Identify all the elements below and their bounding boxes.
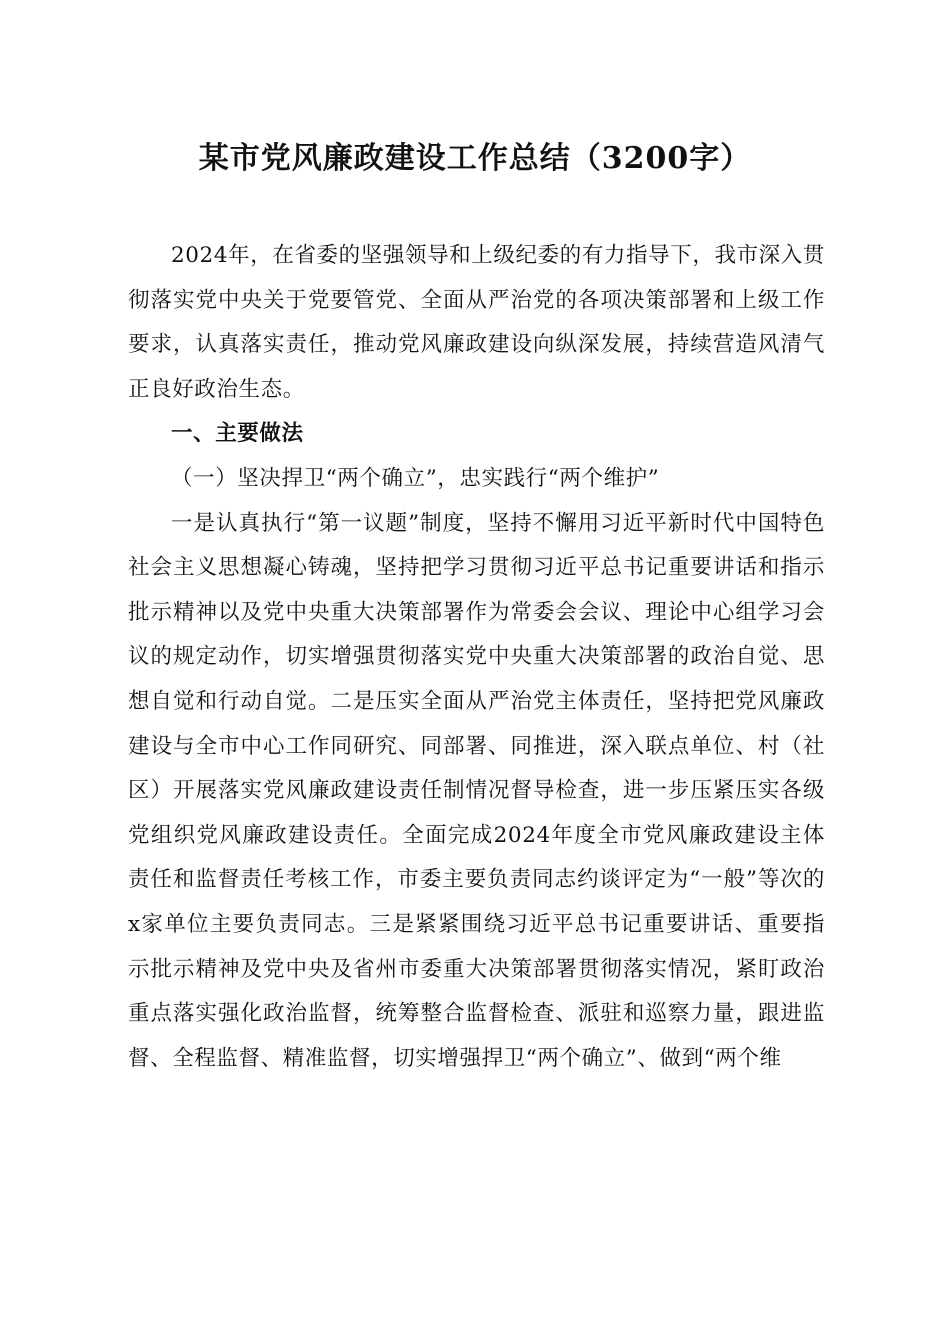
intro-paragraph: 2024年，在省委的坚强领导和上级纪委的有力指导下，我市深入贯彻落实党中央关于党要管党、全面从严治党的各项决策部署和上级工作要求，认真落实责任，推动党风廉政建设向纵深发展，持续营造风清气正良好政治生态。 (128, 243, 825, 402)
document-body (128, 234, 825, 1081)
body-paragraph: 一是认真执行“第一议题”制度，坚持不懈用习近平新时代中国特色社会主义思想凝心铸魂，坚持把学习贯彻习近平总书记重要讲话和指示批示精神以及党中央重大决策部署作为常委会会议、理论中心组学习会议的规定动作，切实增强贯彻落实党中央重大决策部署的政治自觉、思想自觉和行动自觉。二是压实全面从严治党主体责任，坚持把党风廉政建设与全市中心工作同研究、同部署、同推进，深入联点单位、村（社区）开展落实党风廉政建设责任制情况督导检查，进一步压紧压实各级党组织党风廉政建设责任。全面完成2024年度全市党风廉政建设主体责任和监督责任考核工作，市委主要负责同志约谈评定为“一般”等次的x家单位主要负责同志。三是紧紧围绕习近平总书记重要讲话、重要指示批示精神及党中央及省州市委重大决策部署贯彻落实情况，紧盯政治重点落实强化政治监督，统筹整合监督检查、派驻和巡察力量，跟进监督、全程监督、精准监督，切实增强捍卫“两个确立”、做到“两个维 (128, 510, 825, 1071)
document-title: 某市党风廉政建设工作总结（3200字） (198, 141, 752, 176)
subsection-heading-1: （一）坚决捍卫“两个确立”，忠实践行“两个维护” (171, 465, 660, 491)
section-heading-main-practices: 一、主要做法 (171, 421, 304, 447)
